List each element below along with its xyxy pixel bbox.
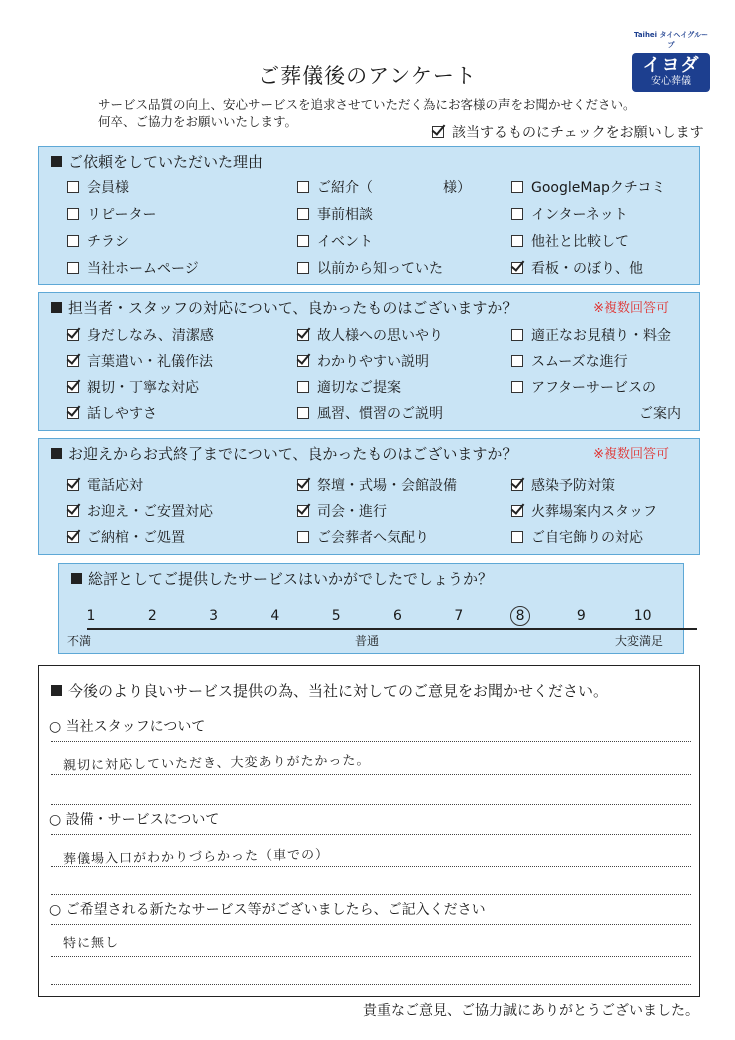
answer-new-service: 特に無し [62,935,120,952]
checkbox-label: 感染予防対策 [531,478,615,494]
checkbox-item[interactable] [297,351,429,371]
checkbox-label: ご紹介（ 様） [317,180,471,196]
checkbox[interactable] [297,262,309,274]
checkbox-item[interactable] [67,501,213,521]
checkbox-label: 身だしなみ、清潔感 [87,328,214,344]
checkbox[interactable] [297,208,309,220]
checkbox-item[interactable] [67,377,199,397]
rating-option[interactable]: 10 [633,608,652,624]
scale-mid-label: 普通 [355,634,380,648]
intro-text: サービス品質の向上、安心サービスを追求させていただく為にお客様の声をお聞かせください。 何卒、ご協力をお願いいたします。 [98,97,636,129]
checkbox-label: チラシ [87,234,129,250]
checkbox-item[interactable] [67,527,185,547]
rating-option[interactable]: 2 [147,608,157,624]
checkbox[interactable] [511,262,523,274]
checkbox-label: ご納棺・ご処置 [87,530,185,546]
checkbox-label: お迎え・ご安置対応 [87,504,213,520]
section-feedback [38,665,700,997]
checkbox-label: 以前から知っていた [317,261,443,277]
checkbox[interactable] [297,381,309,393]
checkbox-label: 適正なお見積り・料金 [531,328,671,344]
checkbox[interactable] [67,355,79,367]
page-title: ご葬儀後のアンケート [258,64,477,88]
rating-option[interactable]: 4 [270,608,280,624]
checkbox-label: イベント [317,234,373,250]
checkbox[interactable] [67,381,79,393]
checkbox-item[interactable] [511,325,671,345]
checkbox-label: ご会葬者へ気配り [317,530,429,546]
checkbox[interactable] [511,329,523,341]
section-overall [58,563,684,654]
checkbox-label: 事前相談 [317,207,373,223]
checkbox-item[interactable] [67,403,157,423]
checkbox-item[interactable] [511,204,628,224]
checkbox-item[interactable] [511,501,657,521]
question-new-service: ○ ご希望される新たなサービス等がございましたら、ご記入ください [49,902,486,918]
checkbox-item[interactable] [511,231,629,251]
checkbox-item[interactable] [511,351,628,371]
checkbox-label: アフターサービスの [531,380,657,396]
checkbox[interactable] [511,381,523,393]
checkbox-item[interactable] [511,377,656,397]
checkbox-item[interactable] [67,177,129,197]
checkbox-item[interactable] [297,501,387,521]
checkbox[interactable] [67,479,79,491]
checkbox-item[interactable] [67,231,129,251]
checkbox[interactable] [511,181,523,193]
checkbox-label: インターネット [531,207,628,223]
question-facility: ○ 設備・サービスについて [49,812,220,828]
check-instruction-text: 該当するものにチェックをお願いします [452,125,704,141]
checkbox-label: 話しやすさ [87,406,157,422]
section-staff [38,292,700,431]
checkbox-label: 故人様への思いやり [317,328,443,344]
checkbox[interactable] [511,235,523,247]
checkbox-label: スムーズな進行 [531,354,628,370]
checkbox[interactable] [511,355,523,367]
checkbox-item[interactable] [67,351,213,371]
checkbox[interactable] [67,505,79,517]
checkbox[interactable] [511,208,523,220]
checkbox[interactable] [297,355,309,367]
checkbox-item[interactable] [297,204,373,224]
checkbox[interactable] [297,181,309,193]
checkbox[interactable] [511,505,523,517]
rating-option[interactable]: 9 [576,608,586,624]
checkbox-item[interactable] [511,527,643,547]
answer-staff: 親切に対応していただき、大変ありがたかった。 [62,753,371,774]
checkbox[interactable] [67,531,79,543]
rating-option[interactable]: 7 [454,608,464,624]
section-feedback-title: 今後のより良いサービス提供の為、当社に対してのご意見をお聞かせください。 [51,680,608,701]
checkbox-label: 会員様 [87,180,129,196]
checkbox-item[interactable] [297,231,373,251]
checkbox-label: リピーター [87,207,157,223]
checkbox-item[interactable] [297,258,443,278]
checkbox-item[interactable] [297,403,443,423]
checkbox-label: 祭壇・式場・会館設備 [317,478,457,494]
checkbox-label: GoogleMapクチコミ [531,180,666,196]
checkbox-item[interactable] [511,475,615,495]
footer-thanks: 貴重なご意見、ご協力誠にありがとうございました。 [363,1003,699,1019]
checkbox-label: わかりやすい説明 [317,354,429,370]
rating-option[interactable]: 8 [510,608,530,624]
checkbox-item[interactable] [511,177,665,197]
rating-option[interactable]: 1 [86,608,96,624]
section-ceremony [38,438,700,555]
section-reason-title: ご依頼をしていただいた理由 [51,151,263,172]
item-continuation: ご案内 [639,406,681,422]
answer-facility: 葬儀場入口がわかりづらかった（車での） [62,847,330,868]
checkbox[interactable] [67,329,79,341]
checkbox[interactable] [511,531,523,543]
checkbox-item[interactable] [511,258,643,278]
checkbox[interactable] [67,235,79,247]
checkbox-label: 言葉遣い・礼儀作法 [87,354,213,370]
checkbox[interactable] [67,181,79,193]
checkbox-label: 他社と比較して [531,234,629,250]
section-reason [38,146,700,285]
check-instruction [432,122,704,142]
checkbox[interactable] [297,505,309,517]
checkbox-label: 火葬場案内スタッフ [531,504,657,520]
checkbox-label: 適切なご提案 [317,380,401,396]
checkbox-item[interactable] [297,177,471,197]
checkbox-label: 風習、慣習のご説明 [317,406,443,422]
checkbox[interactable] [67,407,79,419]
checkbox-label: 司会・進行 [317,504,387,520]
checkbox[interactable] [511,479,523,491]
checkbox-item[interactable] [297,527,429,547]
checkbox-label: 看板・のぼり、他 [531,261,643,277]
checkbox[interactable] [67,208,79,220]
rating-option[interactable]: 3 [209,608,219,624]
checkbox-item[interactable] [297,475,457,495]
checkbox-label: 電話応対 [87,478,143,494]
logo-group-name: Taihei タイヘイグループ [633,31,709,49]
checkbox-label: ご自宅飾りの対応 [531,530,643,546]
scale-line [87,628,697,630]
rating-option[interactable]: 6 [393,608,402,624]
checkbox-item[interactable] [297,325,443,345]
checkbox[interactable] [297,235,309,247]
checkbox[interactable] [297,479,309,491]
example-checkbox [432,126,444,138]
scale-low-label: 不満 [67,634,92,648]
checkbox[interactable] [297,407,309,419]
section-staff-title: 担当者・スタッフの対応について、良かったものはございますか？ [51,297,517,318]
section-staff-note: ※複数回答可 [593,301,669,316]
scale-high-label: 大変満足 [615,634,664,648]
checkbox-label: 親切・丁寧な対応 [87,380,199,396]
checkbox-item[interactable] [67,258,199,278]
checkbox-item[interactable] [67,475,143,495]
checkbox[interactable] [67,262,79,274]
checkbox-item[interactable] [67,204,156,224]
checkbox[interactable] [297,531,309,543]
checkbox-item[interactable] [67,325,214,345]
section-ceremony-note: ※複数回答可 [593,447,669,462]
rating-option[interactable]: 5 [331,608,341,624]
section-overall-title: 総評としてご提供したサービスはいかがでしたでしょうか？ [71,568,493,589]
logo-sub-text: 安心葬儀 [651,76,691,87]
logo-main-text: イヨダ [642,55,700,76]
checkbox-label: 当社ホームページ [87,261,199,277]
checkbox-item[interactable] [297,377,401,397]
section-ceremony-title: お迎えからお式終了までについて、良かったものはございますか？ [51,443,517,464]
checkbox[interactable] [297,329,309,341]
question-staff: ○ 当社スタッフについて [49,719,206,735]
